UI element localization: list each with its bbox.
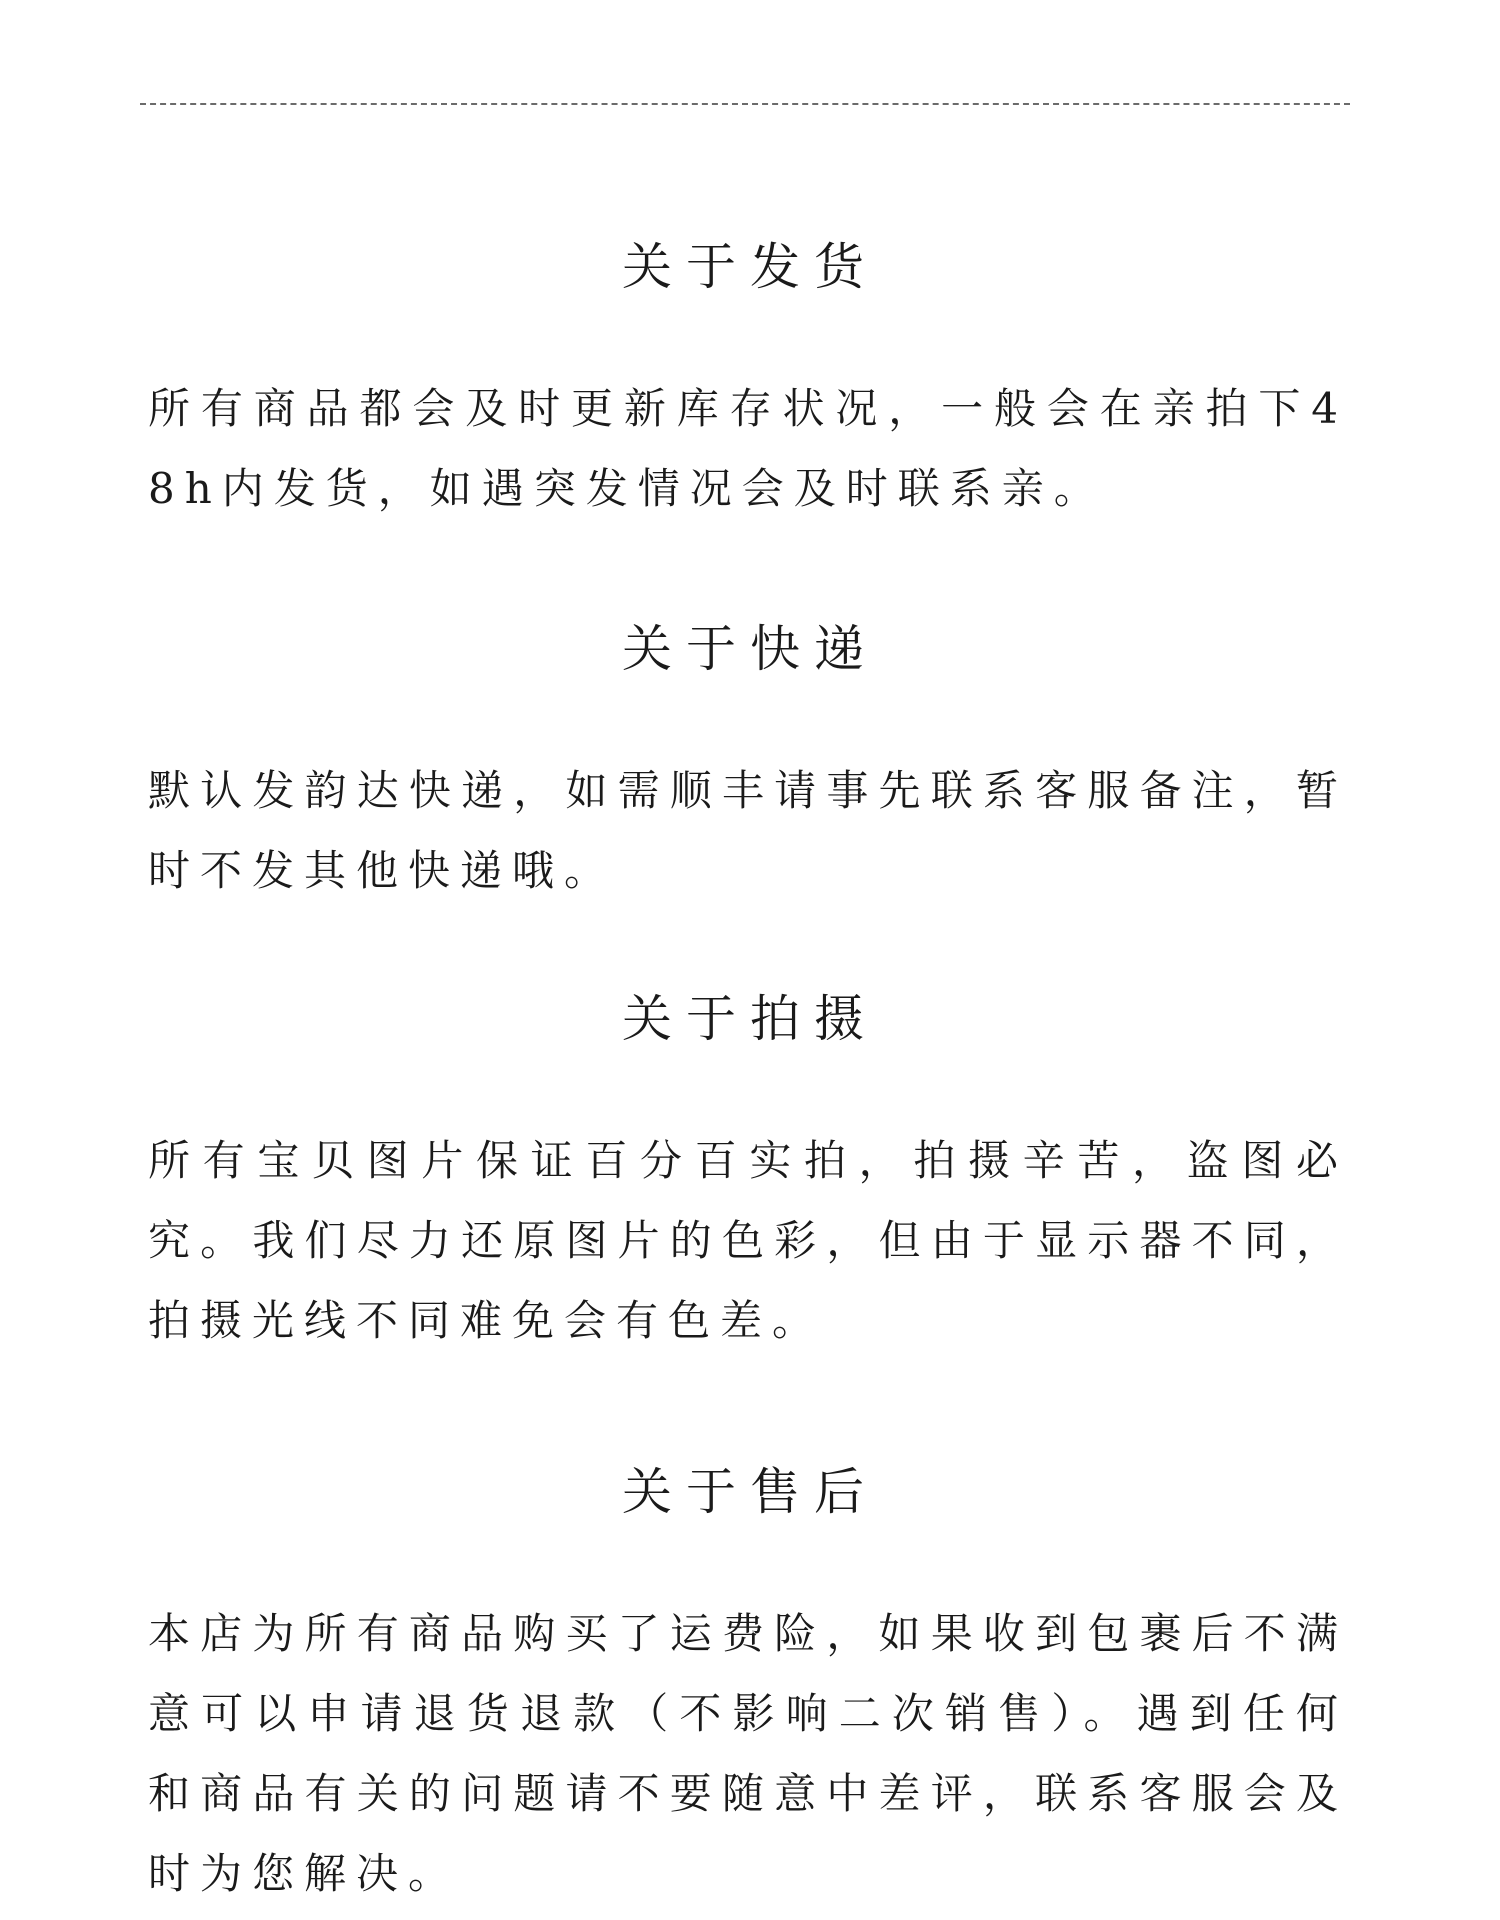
- section-title-photography: 关于拍摄: [622, 990, 878, 1048]
- section-title-shipping: 关于发货: [622, 238, 878, 296]
- dashed-divider: [140, 103, 1350, 105]
- section-title-after-sales: 关于售后: [622, 1463, 878, 1521]
- section-body-courier: 默认发韵达快递，如需顺丰请事先联系客服备注，暂时不发其他快递哦。: [148, 766, 1348, 895]
- section-body-shipping: 所有商品都会及时更新库存状况，一般会在亲拍下48h内发货，如遇突发情况会及时联系亲。: [148, 384, 1348, 513]
- section-body-photography: 所有宝贝图片保证百分百实拍，拍摄辛苦，盗图必究。我们尽力还原图片的色彩，但由于显示器不同，拍摄光线不同难免会有色差。: [148, 1136, 1348, 1345]
- section-body-after-sales: 本店为所有商品购买了运费险，如果收到包裹后不满意可以申请退货退款（不影响二次销售）。遇到任何和商品有关的问题请不要随意中差评，联系客服会及时为您解决。: [148, 1609, 1348, 1898]
- section-title-courier: 关于快递: [622, 620, 878, 678]
